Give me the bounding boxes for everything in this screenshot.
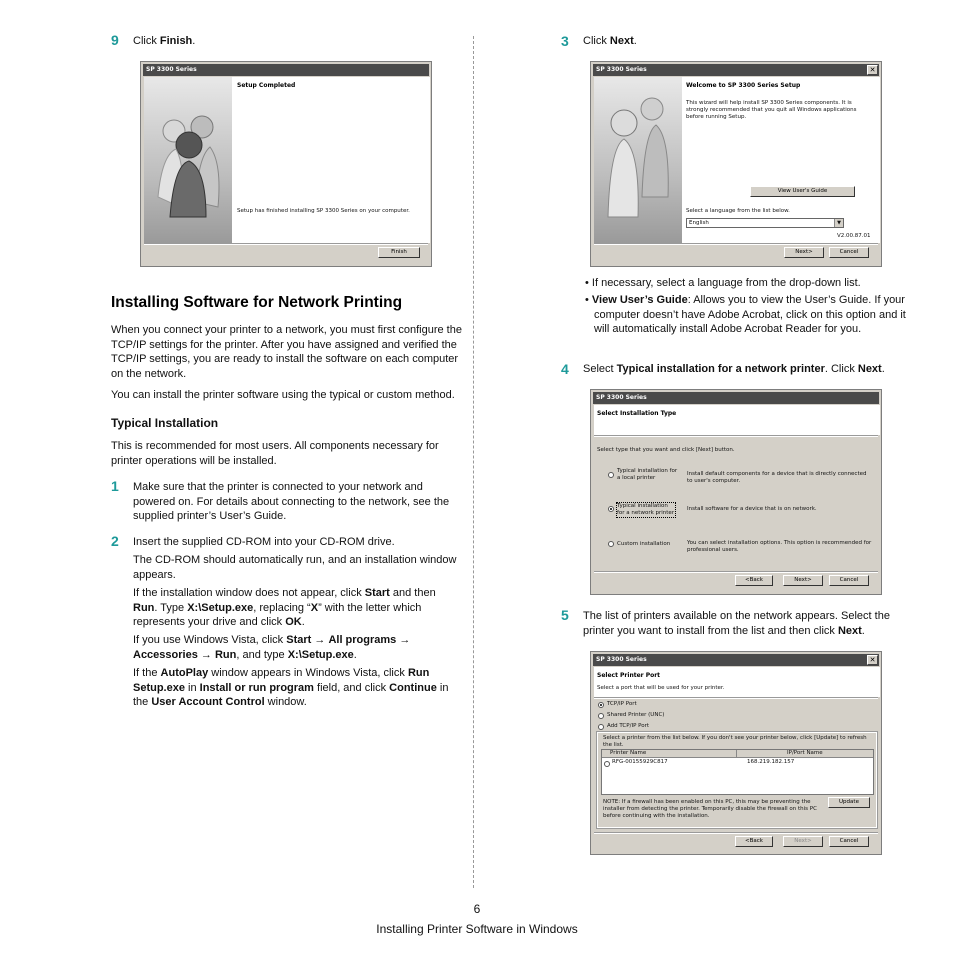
step-3-number: 3 <box>561 33 569 49</box>
custom-installation-label[interactable]: Custom installation <box>617 541 671 547</box>
next-button[interactable]: Next> <box>784 247 824 258</box>
dialog-titlebar: SP 3300 Series <box>143 64 429 76</box>
table-row[interactable] <box>602 759 873 768</box>
version-label: V2.00.87.01 <box>837 233 871 239</box>
tcpip-port-label[interactable]: TCP/IP Port <box>607 701 637 707</box>
step-9-text: Click Finish. <box>133 35 196 47</box>
cancel-button[interactable]: Cancel <box>829 575 869 586</box>
back-button[interactable]: <Back <box>735 575 773 586</box>
step-4-number: 4 <box>561 361 569 377</box>
bullet-view-guide: • View User’s Guide: Allows you to view the User’s Guide. If your computer doesn’t have Adobe Acrobat, click on this option and it will automatically install Adobe Acrobat Reader for you. <box>585 294 906 335</box>
next-button[interactable]: Next> <box>783 836 823 847</box>
intro-paragraph: When you connect your printer to a network, you must first configure the TCP/IP settings for the printer. After you have assigned and verified the TCP/IP settings, you are ready to install the software on each computer on the network. <box>111 324 462 380</box>
printer-row-ip: 168.219.182.157 <box>747 759 795 765</box>
network-printer-description: Install software for a device that is on network. <box>687 506 817 512</box>
cancel-button[interactable]: Cancel <box>829 836 869 847</box>
local-printer-label[interactable]: Typical installation for a local printer <box>617 468 678 481</box>
language-dropdown-value: English <box>689 220 709 226</box>
dialog-titlebar: SP 3300 Series ✕ <box>593 654 879 666</box>
dialog-heading: Setup Completed <box>237 82 296 89</box>
custom-installation-description: You can select installation options. This option is recommended for professional users. <box>687 540 872 553</box>
dialog-message: Setup has finished installing SP 3300 Series on your computer. <box>237 208 410 214</box>
next-button[interactable]: Next> <box>783 575 823 586</box>
dialog-titlebar: SP 3300 Series <box>593 392 879 404</box>
ip-port-column-header[interactable]: IP/Port Name <box>737 750 873 758</box>
shared-printer-label[interactable]: Shared Printer (UNC) <box>607 712 665 718</box>
bullet-language: • If necessary, select a language from the drop-down list. <box>585 277 861 289</box>
step-2-vista-text: If you use Windows Vista, click Start → All programs → Accessories → Run, and type X:\Setup.exe. <box>133 634 411 661</box>
dialog-heading: Welcome to SP 3300 Series Setup <box>686 82 801 89</box>
step-2-autoplay-text: If the AutoPlay window appears in Windows Vista, click Run Setup.exe in Install or run program field, and click Continue in the User Account Control window. <box>133 667 449 708</box>
step-3-text: Click Next. <box>583 35 637 47</box>
update-button[interactable]: Update <box>828 797 870 808</box>
setup-illustration <box>144 77 232 243</box>
dialog-subheading: Select a port that will be used for your printer. <box>597 685 725 691</box>
cancel-button[interactable]: Cancel <box>829 247 869 258</box>
printer-name-column-header[interactable]: Printer Name <box>602 750 737 758</box>
method-paragraph: You can install the printer software using the typical or custom method. <box>111 389 455 401</box>
tcpip-port-radio[interactable] <box>598 702 604 708</box>
subsection-title: Typical Installation <box>111 416 219 430</box>
people-icon <box>144 77 232 243</box>
typical-paragraph: This is recommended for most users. All components necessary for printer operations will be installed. <box>111 440 439 467</box>
add-tcpip-port-radio[interactable] <box>598 724 604 730</box>
step-2-text: Insert the supplied CD-ROM into your CD-ROM drive. <box>133 536 395 548</box>
step-5-text: The list of printers available on the network appears. Select the printer you want to install from the list and then click Next. <box>583 610 890 637</box>
footer-title: Installing Printer Software in Windows <box>376 922 578 936</box>
step-1-text: Make sure that the printer is connected to your network and powered on. For details about connecting to the network, see the supplied printer’s User’s Guide. <box>133 481 450 522</box>
setup-completed-dialog <box>140 61 432 267</box>
printer-row-radio[interactable] <box>604 761 610 767</box>
dialog-body: This wizard will help install SP 3300 Series components. It is strongly recommended that you quit all Windows applications before running Setup. <box>686 100 857 120</box>
close-icon[interactable]: ✕ <box>867 65 878 75</box>
step-5-number: 5 <box>561 607 569 623</box>
language-prompt: Select a language from the list below. <box>686 208 790 214</box>
shared-printer-radio[interactable] <box>598 713 604 719</box>
close-icon[interactable]: ✕ <box>867 655 878 665</box>
add-tcpip-port-label[interactable]: Add TCP/IP Port <box>607 723 650 729</box>
custom-installation-radio[interactable] <box>608 541 614 547</box>
step-4-text: Select Typical installation for a network printer. Click Next. <box>583 363 885 375</box>
type-prompt: Select type that you want and click [Next] button. <box>597 447 735 453</box>
finish-button[interactable]: Finish <box>378 247 420 258</box>
installation-type-dialog <box>590 389 882 595</box>
local-printer-radio[interactable] <box>608 472 614 478</box>
printer-row-name: RFG-00155929C817 <box>612 759 668 765</box>
firewall-note: NOTE: If a firewall has been enabled on this PC, this may be preventing the installer from detecting the printer. Temporarily disable the firewall on this PC before continuing with the installation. <box>603 799 817 819</box>
page-number: 6 <box>473 902 481 916</box>
back-button[interactable]: <Back <box>735 836 773 847</box>
step-1-number: 1 <box>111 478 119 494</box>
column-divider <box>473 36 474 888</box>
step-9-number: 9 <box>111 32 119 48</box>
network-printer-radio[interactable] <box>608 506 614 512</box>
step-2-autorun-text: The CD-ROM should automatically run, and an installation window appears. <box>133 554 457 581</box>
chevron-down-icon[interactable]: ▼ <box>834 219 843 227</box>
dialog-heading: Select Printer Port <box>597 672 661 679</box>
step-2-run-text: If the installation window does not appear, click Start and then Run. Type X:\Setup.exe, replacing “X” with the letter which represents your drive and click OK. <box>133 587 436 628</box>
people-icon <box>594 77 682 243</box>
dialog-titlebar: SP 3300 Series ✕ <box>593 64 879 76</box>
language-dropdown[interactable] <box>686 218 844 228</box>
setup-illustration <box>594 77 682 243</box>
select-port-dialog <box>590 651 882 855</box>
local-printer-description: Install default components for a device that is directly connected to user's computer. <box>687 471 867 484</box>
printer-list[interactable] <box>601 749 874 795</box>
network-printer-label[interactable]: Typical installation for a network printer <box>617 503 675 516</box>
step-2-number: 2 <box>111 533 119 549</box>
view-users-guide-button[interactable]: View User's Guide <box>750 186 855 197</box>
welcome-dialog <box>590 61 882 267</box>
dialog-heading: Select Installation Type <box>597 410 677 417</box>
printer-list-prompt: Select a printer from the list below. If you don't see your printer below, click [Update] to refresh the list. <box>603 735 867 748</box>
section-title: Installing Software for Network Printing <box>111 294 403 311</box>
